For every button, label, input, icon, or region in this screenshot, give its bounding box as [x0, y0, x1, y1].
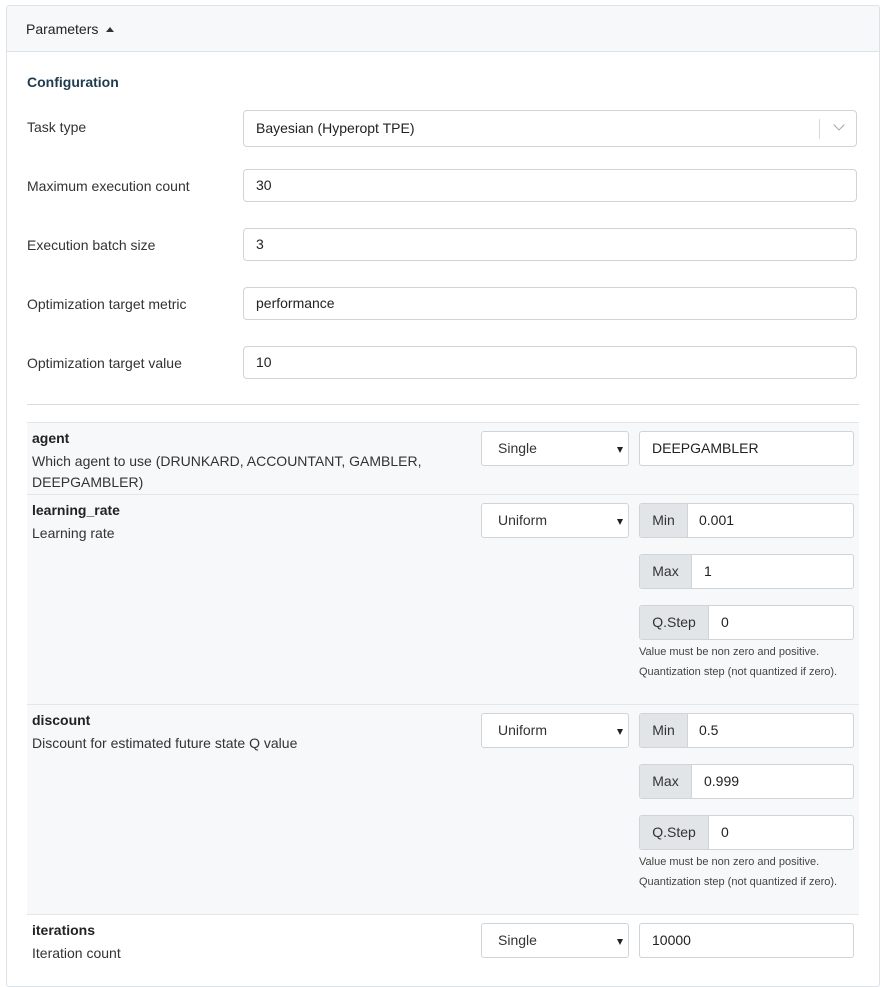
dropdown-arrow-icon — [617, 729, 623, 735]
max-addon: Max — [640, 765, 692, 798]
select-separator — [819, 119, 820, 139]
param-name: agent — [32, 430, 70, 446]
distribution-select[interactable] — [481, 923, 629, 958]
param-row-learning-rate — [27, 494, 859, 705]
param-name: discount — [32, 712, 91, 728]
max-input[interactable]: 0.999 — [704, 773, 740, 789]
help-text: Quantization step (not quantized if zero). — [639, 666, 838, 678]
configuration-heading: Configuration — [27, 74, 119, 90]
value-input[interactable]: DEEPGAMBLER — [639, 431, 854, 466]
max-input[interactable]: 1 — [704, 563, 712, 579]
param-name: iterations — [32, 922, 96, 938]
distribution-value: Single — [498, 932, 537, 948]
dropdown-arrow-icon — [617, 939, 623, 945]
target-metric-label: Optimization target metric — [27, 296, 187, 312]
target-value-input[interactable]: 10 — [243, 346, 857, 379]
qstep-addon: Q.Step — [640, 816, 709, 849]
param-name: learning_rate — [32, 502, 120, 518]
param-description: Which agent to use (DRUNKARD, ACCOUNTANT, GAMBLER, DEEPGAMBLER) — [32, 453, 422, 490]
distribution-select[interactable] — [481, 713, 629, 748]
param-row-agent — [27, 422, 859, 494]
min-addon: Min — [640, 504, 688, 537]
task-type-label: Task type — [27, 119, 87, 135]
max-exec-label: Maximum execution count — [27, 178, 190, 194]
param-description: Iteration count — [32, 945, 121, 961]
caret-up-icon[interactable] — [106, 27, 114, 32]
value-input[interactable]: 10000 — [639, 923, 854, 958]
param-row-iterations — [27, 914, 859, 985]
min-addon: Min — [640, 714, 688, 747]
distribution-value: Uniform — [498, 722, 548, 738]
panel-title[interactable]: Parameters — [26, 21, 99, 37]
min-input-group[interactable] — [639, 713, 854, 748]
divider — [27, 404, 859, 405]
min-input[interactable]: 0.001 — [699, 512, 735, 528]
target-metric-input[interactable]: performance — [243, 287, 857, 320]
min-input[interactable]: 0.5 — [699, 722, 719, 738]
qstep-input[interactable]: 0 — [721, 824, 729, 840]
distribution-select[interactable] — [481, 503, 629, 538]
task-type-select[interactable] — [243, 110, 857, 147]
panel-header[interactable] — [7, 6, 879, 52]
task-type-value: Bayesian (Hyperopt TPE) — [256, 120, 415, 136]
max-addon: Max — [640, 555, 692, 588]
max-input-group[interactable] — [639, 554, 854, 589]
batch-size-input[interactable]: 3 — [243, 228, 857, 261]
qstep-input[interactable]: 0 — [721, 614, 729, 630]
min-input-group[interactable] — [639, 503, 854, 538]
batch-size-label: Execution batch size — [27, 237, 156, 253]
distribution-value: Single — [498, 440, 537, 456]
help-text: Value must be non zero and positive. — [639, 856, 820, 868]
help-text: Value must be non zero and positive. — [639, 646, 820, 658]
param-description: Learning rate — [32, 525, 115, 541]
distribution-value: Uniform — [498, 512, 548, 528]
target-value-label: Optimization target value — [27, 355, 182, 371]
dropdown-arrow-icon — [617, 519, 623, 525]
param-row-discount — [27, 704, 859, 915]
distribution-select[interactable] — [481, 431, 629, 466]
qstep-input-group[interactable] — [639, 605, 854, 640]
dropdown-arrow-icon — [617, 447, 623, 453]
qstep-input-group[interactable] — [639, 815, 854, 850]
chevron-down-icon[interactable] — [833, 119, 844, 130]
parameters-panel — [6, 5, 880, 987]
max-exec-input[interactable]: 30 — [243, 169, 857, 202]
qstep-addon: Q.Step — [640, 606, 709, 639]
help-text: Quantization step (not quantized if zero). — [639, 876, 838, 888]
param-description: Discount for estimated future state Q value — [32, 735, 298, 751]
max-input-group[interactable] — [639, 764, 854, 799]
